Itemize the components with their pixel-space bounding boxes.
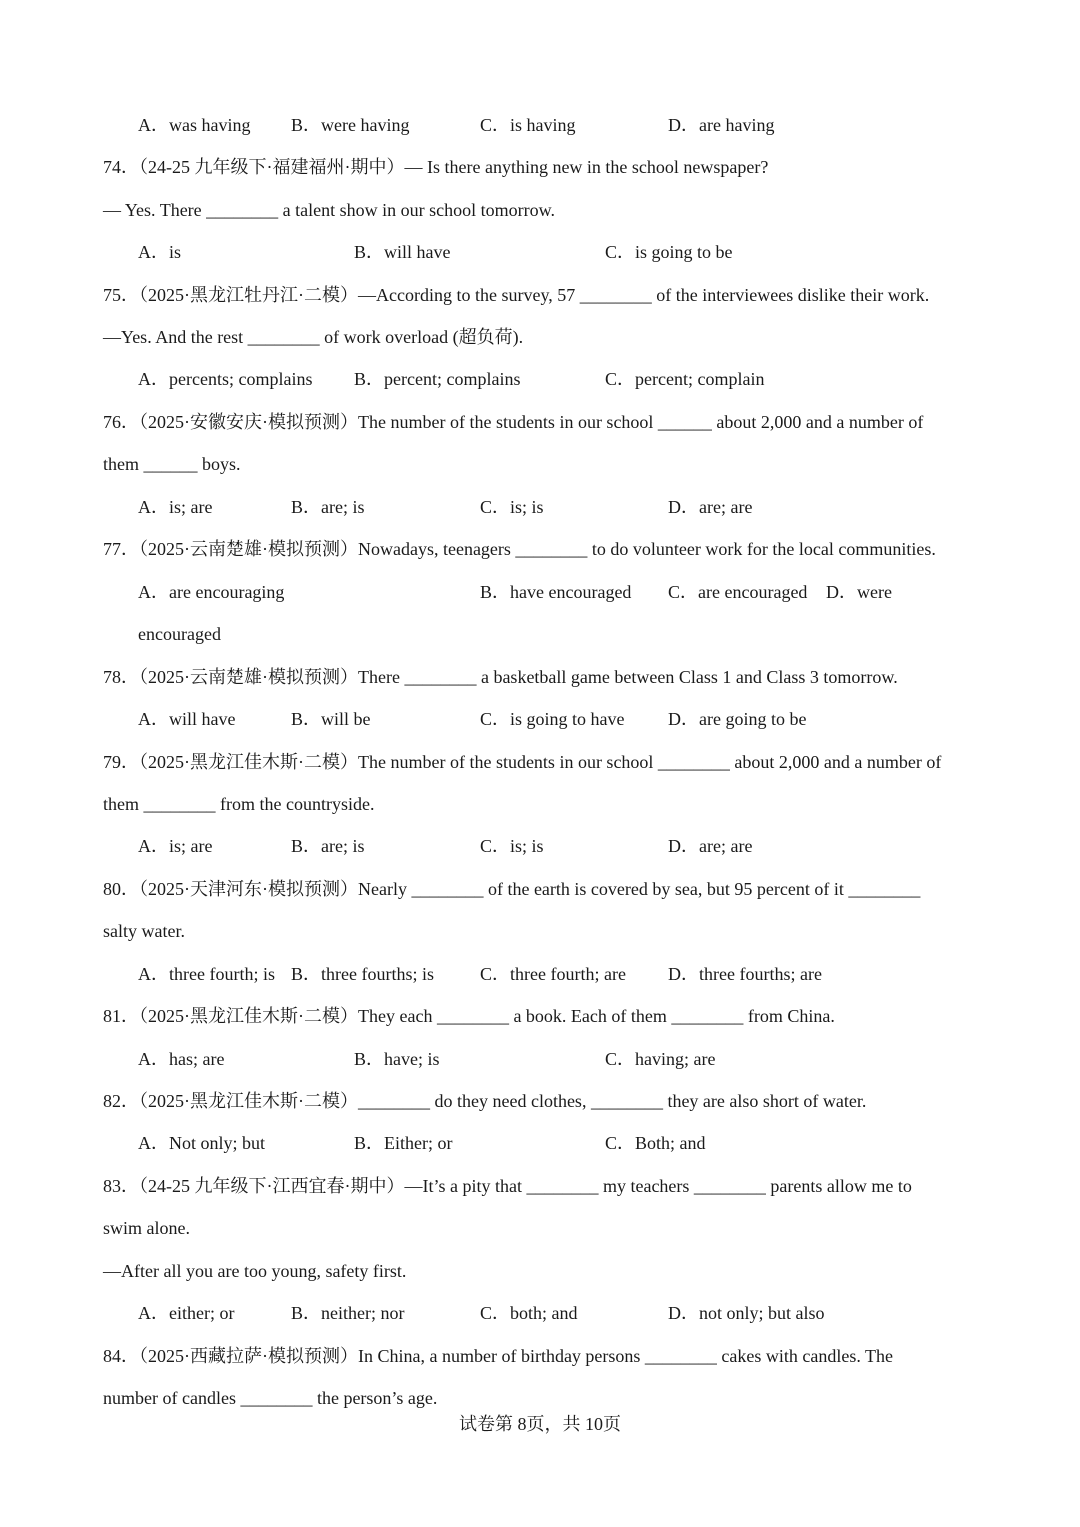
q83-line3: —After all you are too young, safety first. [103, 1261, 407, 1281]
q77-option-d-wrap: encouraged [138, 624, 221, 644]
q83-option-d: D．not only; but also [668, 1303, 825, 1323]
q78-option-d: D．are going to be [668, 709, 807, 729]
q74-option-a: A．is [138, 242, 182, 262]
q80-option-c: C．three fourth; are [480, 964, 626, 984]
q74-option-c: C．is going to be [605, 242, 733, 262]
q81-option-a: A．has; are [138, 1049, 225, 1069]
q76-option-d: D．are; are [668, 497, 753, 517]
q79-option-d: D．are; are [668, 836, 753, 856]
q76-option-a: A．is; are [138, 497, 213, 517]
q73-option-a: A．was having [138, 115, 251, 135]
q83-option-c: C．both; and [480, 1303, 578, 1323]
q80-option-a: A．three fourth; is [138, 964, 275, 984]
q80-line2: salty water. [103, 921, 185, 941]
q78-option-a: A．will have [138, 709, 236, 729]
q76-stem: 76．（2025·安徽安庆·模拟预测）The number of the students in our school ______ about 2,000 and a number of [103, 412, 924, 432]
q83-option-b: B．neither; nor [291, 1303, 405, 1323]
q84-line2: number of candles ________ the person’s age. [103, 1388, 438, 1408]
q81-option-c: C．having; are [605, 1049, 716, 1069]
q82-option-c: C．Both; and [605, 1133, 706, 1153]
q76-line2: them ______ boys. [103, 454, 241, 474]
q83-line2: swim alone. [103, 1218, 190, 1238]
q77-option-a: A．are encouraging [138, 582, 285, 602]
q82-stem: 82．（2025·黑龙江佳木斯·二模）________ do they need clothes, ________ they are also short of water. [103, 1091, 867, 1111]
q73-option-b: B．were having [291, 115, 410, 135]
q74-line2: — Yes. There ________ a talent show in our school tomorrow. [103, 200, 555, 220]
q77-option-d: D．were [826, 582, 892, 602]
q79-option-a: A．is; are [138, 836, 213, 856]
q78-option-b: B．will be [291, 709, 371, 729]
q78-option-c: C．is going to have [480, 709, 625, 729]
q82-option-b: B．Either; or [354, 1133, 453, 1153]
q75-line2: —Yes. And the rest ________ of work overload (超负荷). [103, 327, 524, 347]
q81-stem: 81．（2025·黑龙江佳木斯·二模）They each ________ a book. Each of them ________ from China. [103, 1006, 835, 1026]
q80-stem: 80．（2025·天津河东·模拟预测）Nearly ________ of the earth is covered by sea, but 95 percent of it ________ [103, 879, 921, 899]
q75-option-c: C．percent; complain [605, 369, 765, 389]
q80-option-d: D．three fourths; are [668, 964, 822, 984]
q79-stem: 79．（2025·黑龙江佳木斯·二模）The number of the students in our school ________ about 2,000 and a number of [103, 752, 942, 772]
q73-option-d: D．are having [668, 115, 775, 135]
q77-option-c: C．are encouraged [668, 582, 808, 602]
q78-stem: 78．（2025·云南楚雄·模拟预测）There ________ a basketball game between Class 1 and Class 3 tomorrow. [103, 667, 898, 687]
q74-option-b: B．will have [354, 242, 451, 262]
q75-option-b: B．percent; complains [354, 369, 521, 389]
q75-option-a: A．percents; complains [138, 369, 313, 389]
q83-stem: 83．（24-25 九年级下·江西宜春·期中）—It’s a pity that ________ my teachers ________ parents allow me to [103, 1176, 912, 1196]
q81-option-b: B．have; is [354, 1049, 440, 1069]
q83-option-a: A．either; or [138, 1303, 235, 1323]
q75-stem: 75．（2025·黑龙江牡丹江·二模）—According to the survey, 57 ________ of the interviewees dislike their work. [103, 285, 930, 305]
q79-option-b: B．are; is [291, 836, 365, 856]
q74-stem: 74．（24-25 九年级下·福建福州·期中）— Is there anything new in the school newspaper? [103, 157, 769, 177]
q84-stem: 84．（2025·西藏拉萨·模拟预测）In China, a number of birthday persons ________ cakes with candles. The [103, 1346, 894, 1366]
q77-option-b: B．have encouraged [480, 582, 632, 602]
q80-option-b: B．three fourths; is [291, 964, 434, 984]
q73-option-c: C．is having [480, 115, 576, 135]
q76-option-b: B．are; is [291, 497, 365, 517]
q76-option-c: C．is; is [480, 497, 544, 517]
q79-option-c: C．is; is [480, 836, 544, 856]
q79-line2: them ________ from the countryside. [103, 794, 375, 814]
q77-stem: 77．（2025·云南楚雄·模拟预测）Nowadays, teenagers ________ to do volunteer work for the local communities. [103, 539, 936, 559]
page-footer: 试卷第 8页，共 10页 [459, 1414, 621, 1434]
q82-option-a: A．Not only; but [138, 1133, 266, 1153]
